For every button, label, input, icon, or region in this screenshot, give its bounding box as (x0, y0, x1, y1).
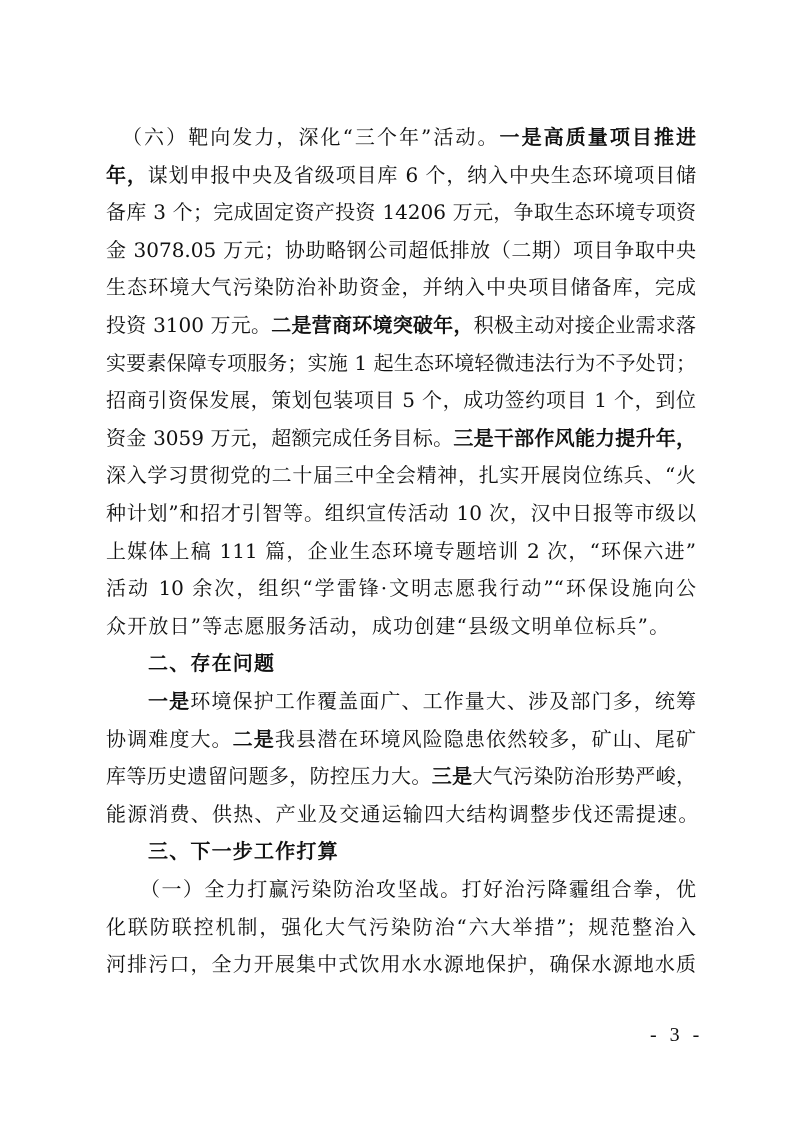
text-span: 活动 10 余次，组织“学雷锋·文明志愿我行动”“环保设施向公 (106, 576, 696, 601)
text-line (106, 536, 696, 566)
text-span: 谋划申报中央及省级项目库 6 个，纳入中央生态环境项目储 (147, 162, 696, 187)
bold-phrase: 二是营商环境突破年， (271, 313, 474, 337)
bold-phrase: 二是 (232, 726, 275, 751)
text-line (106, 310, 696, 340)
text-span: 能源消费、供热、产业及交通运输四大结构调整步伐还需提速。 (106, 801, 700, 826)
text-span: 环境保护工作覆盖面广、工作量大、涉及部门多，统筹 (190, 689, 697, 713)
text-span: 积极主动对接企业需求落 (473, 313, 697, 337)
text-span: 资金 3059 万元，超额完成任务目标。 (106, 425, 454, 450)
text-span: 库等历史遗留问题多，防控压力大。 (106, 764, 432, 789)
text-line (106, 385, 696, 415)
text-span: 协调难度大。 (106, 726, 233, 751)
bold-phrase: 三是 (431, 764, 473, 789)
text-span: 种计划”和招才引智等。组织宣传活动 10 次，汉中日报等市级以 (106, 501, 696, 525)
text-line (106, 272, 696, 302)
text-span: 金 3078.05 万元；协助略钢公司超低排放（二期）项目争取中央 (106, 237, 696, 262)
bold-phrase: 一是 (148, 689, 191, 713)
text-span: 备库 3 个；完成固定资产投资 14206 万元，争取生态环境专项资 (106, 200, 696, 225)
text-line (106, 573, 696, 603)
text-span: 投资 3100 万元。 (106, 313, 272, 337)
bold-phrase: 一是高质量项目推进 (499, 125, 697, 149)
text-span: 化联防联控机制，强化大气污染防治“六大举措”；规范整治入 (106, 914, 696, 939)
text-line (106, 197, 696, 227)
text-line (140, 874, 696, 904)
text-span: 深入学习贯彻党的二十届三中全会精神，扎实开展岗位练兵、“火 (106, 463, 696, 488)
text-line (106, 235, 696, 265)
text-line (106, 611, 696, 641)
text-span: 三、下一步工作打算 (148, 839, 339, 864)
text-span: 二、存在问题 (148, 651, 276, 676)
text-line (122, 122, 696, 152)
bold-phrase: 年， (106, 162, 148, 187)
text-line (106, 761, 696, 791)
text-line (106, 498, 696, 528)
text-span: 实要素保障专项服务；实施 1 起生态环境轻微违法行为不予处罚； (106, 350, 696, 375)
text-line (106, 724, 696, 754)
section-heading (148, 836, 696, 866)
text-span: （一）全力打赢污染防治攻坚战。打好治污降霾组合拳，优 (140, 877, 696, 901)
text-line (106, 912, 696, 942)
text-span: 生态环境大气污染防治补助资金，并纳入中央项目储备库，完成 (106, 275, 696, 300)
text-span: 大气污染防治形势严峻， (472, 764, 697, 789)
text-span: 河排污口，全力开展集中式饮用水水源地保护，确保水源地水质 (106, 952, 696, 977)
text-span: 我县潜在环境风险隐患依然较多，矿山、尾矿 (274, 726, 697, 751)
text-line (106, 423, 696, 453)
text-span: 上媒体上稿 111 篇，企业生态环境专题培训 2 次，“环保六进” (106, 538, 696, 563)
text-line (148, 686, 696, 716)
text-line (106, 460, 696, 490)
page-number: - 3 - (650, 1024, 704, 1046)
text-span: 众开放日”等志愿服务活动，成功创建“县级文明单位标兵”。 (106, 613, 671, 638)
text-line (106, 348, 696, 378)
text-line (106, 160, 696, 190)
text-line (106, 799, 700, 829)
bold-phrase: 三是干部作风能力提升年， (453, 425, 697, 450)
text-span: （六）靶向发力，深化“三个年”活动。 (122, 125, 500, 149)
text-span: 招商引资保发展，策划包装项目 5 个，成功签约项目 1 个，到位 (106, 388, 696, 413)
text-line (106, 949, 696, 979)
section-heading (148, 648, 696, 678)
